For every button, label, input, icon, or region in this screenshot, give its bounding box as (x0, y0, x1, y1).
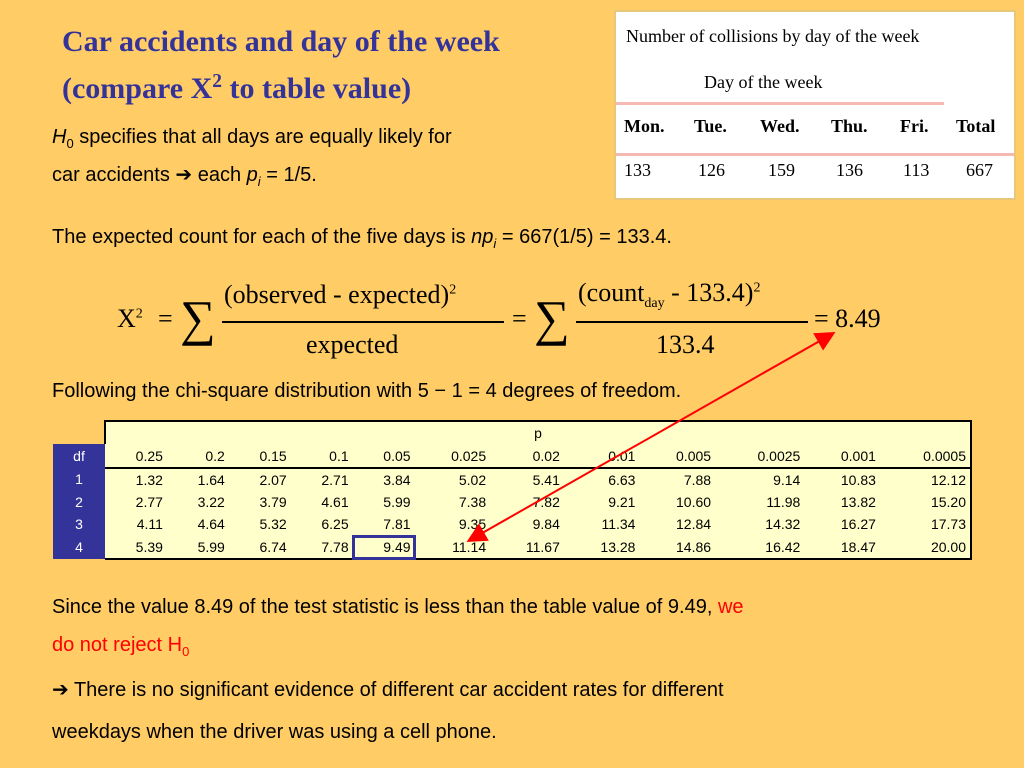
formula-denominator-2: 133.4 (656, 330, 715, 359)
sigma-symbol: ∑ (180, 290, 216, 346)
title-line-1: Car accidents and day of the week (62, 25, 500, 58)
formula-numerator-1: (observed - expected)$^2$ (224, 280, 457, 309)
table-row: 2 2.77 3.22 3.79 4.61 5.99 7.38 7.82 9.21 10.60 11.98 13.82 15.20 (53, 491, 971, 513)
highlighted-critical-value: 9.49 (353, 536, 415, 559)
formula-equals: = (512, 304, 527, 333)
conclusion-text: Since the value 8.49 of the test statistic is less than the table value of 9.49, we do not reject $H_0$ ➔ There is no significant evidence of different car accident rates for different weekdays when the driver was using a cell phone. (52, 596, 744, 743)
expected-count-text: The expected count for each of the five days is $np_i = 667(1/5) = 133.4$. (52, 226, 672, 251)
p-label: p (105, 421, 971, 444)
collisions-title: Number of collisions by day of the week (626, 26, 920, 46)
collisions-subhead: Day of the week (704, 72, 823, 92)
formula-result: = 8.49 (814, 304, 881, 333)
formula-denominator-1: expected (306, 330, 399, 359)
right-arrow-icon: ➔ (52, 679, 69, 701)
formula-numerator-2: (count$_{day}$ - 133.4)$^2$ (578, 278, 761, 312)
table-row: 1 1.32 1.64 2.07 2.71 3.84 5.02 5.41 6.63 7.88 9.14 10.83 12.12 (53, 468, 971, 491)
sigma-symbol: ∑ (534, 290, 570, 346)
table-row: 3 4.11 4.64 5.32 6.25 7.81 9.35 9.84 11.34 12.84 14.32 16.27 17.73 (53, 513, 971, 535)
table-row: 4 5.39 5.99 6.74 7.78 9.49 11.14 11.67 13.28 14.86 16.42 18.47 20.00 (53, 536, 971, 559)
df-label: df (53, 444, 105, 467)
p-values-row: df 0.25 0.2 0.15 0.1 0.05 0.025 0.02 0.01 0.005 0.0025 0.001 0.0005 (53, 444, 971, 467)
formula-lhs: $X^2$ (117, 304, 143, 333)
formula-equals: = (158, 304, 173, 333)
title-line-2: (compare $X^2$ to table value) (62, 71, 412, 105)
double-arrow-icon (470, 334, 832, 540)
right-arrow-icon: ➔ (175, 164, 193, 186)
h0-statement: $H_0$ specifies that all days are equally likely for car accidents ➔ each $p_i = 1/5$. (52, 126, 452, 189)
degrees-of-freedom-text: Following the chi-square distribution with 5 − 1 = 4 degrees of freedom. (52, 380, 682, 402)
collisions-table: Number of collisions by day of the week Day of the week Mon. Tue. Wed. Thu. Fri. Total 133 126 159 136 113 667 (614, 10, 1016, 200)
